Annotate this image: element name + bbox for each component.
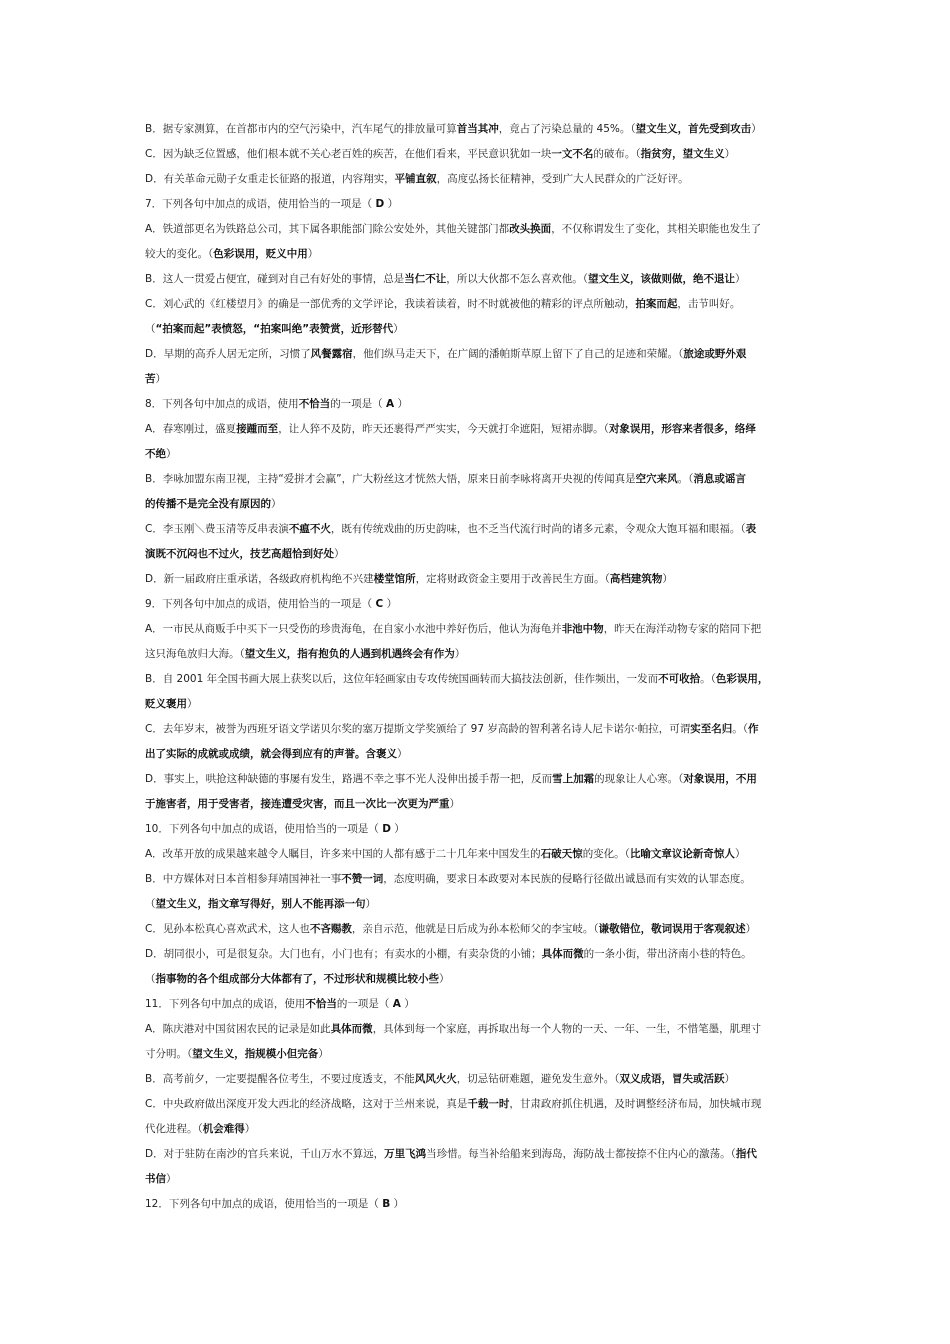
text-run: A．一市民从商贩手中买下一只受伤的珍贵海龟，在自家小水池中养好伤后，他认为海龟并 [145,623,562,635]
text-run: ） [390,823,405,835]
text-line [145,172,810,186]
text-line [145,1197,810,1211]
bold-text-run: 高档建筑物 [609,573,663,585]
text-line [145,697,810,711]
text-run: ） [318,1048,329,1060]
text-run: B．中方媒体对日本首相参拜靖国神社一事 [145,873,342,885]
bold-text-run: 指贫穷，望文生义 [640,148,725,160]
text-run: C．李玉刚＼费玉清等反串表演 [145,523,289,535]
bold-text-run: 风餐露宿 [310,348,353,360]
bold-text-run: 出了实际的成就或成绩，就会得到应有的声誉。含褒义 [145,748,397,760]
bold-text-run: D [375,198,385,210]
text-run: D．对于驻防在南沙的官兵来说，千山万水不算远， [145,1148,385,1160]
text-line [145,622,810,636]
text-line [145,422,810,436]
text-run: 这只海龟放归大海。（ [145,648,245,660]
text-run: D．胡同很小，可是很复杂。大门也有，小门也有；有卖水的小棚，有卖杂货的小铺； [145,948,542,960]
bold-text-run: 贬义褒用 [145,698,187,710]
text-run: ，高度弘扬长征精神，受到广大人民群众的广泛好评。 [436,173,689,185]
text-run: ） [166,448,177,460]
text-line [145,947,810,961]
text-run: 当珍惜。每当补给船来到海岛，海防战士都按捺不住内心的激荡。（ [426,1148,736,1160]
bold-text-run: 风风火火 [414,1073,457,1085]
bold-text-run: 一文不名 [551,148,594,160]
bold-text-run: 色彩误用，贬义中用 [213,248,308,260]
bold-text-run: 平铺直叙 [394,173,437,185]
bold-text-run: 色彩误用， [715,673,769,685]
text-run: 。（ [700,673,716,685]
text-line [145,597,810,611]
text-run: ，昨天在海洋动物专家的陪同下把 [603,623,762,635]
text-run: ） [384,198,399,210]
bold-text-run: 书信 [145,1173,166,1185]
bold-text-run: 万里飞鸿 [384,1148,427,1160]
text-line [145,872,810,886]
text-run: ） [393,323,404,335]
text-line [145,1122,810,1136]
text-run: 11．下列各句中加点的成语，使用 [145,998,306,1010]
bold-text-run: 指事物的各个组成部分大体都有了，不过形状和规模比较小些 [155,973,439,985]
text-line [145,972,810,986]
bold-text-run: D [382,823,391,835]
text-run: ） [745,923,757,935]
bold-text-run: 石破天惊 [540,848,583,860]
text-line [145,497,810,511]
text-run: B．据专家测算，在首都市内的空气污染中，汽车尾气的排放量可算 [145,123,457,135]
bold-text-run: 消息或谣言 [693,473,746,485]
bold-text-run: 具体而微 [330,1023,373,1035]
bold-text-run: A [386,398,395,410]
bold-text-run: 望文生义，指文章写得好，别人不能再添一句 [155,898,366,910]
text-run: （ [145,973,156,985]
bold-text-run: 不恰当 [298,398,331,410]
bold-text-run: 当仁不让 [404,273,447,285]
text-run: ，定将财政资金主要用于改善民生方面。（ [415,573,610,585]
text-run: 12．下列各句中加点的成语，使用恰当的一项是（ [145,1198,383,1210]
text-line [145,372,810,386]
bold-text-run: 不吝赐教 [309,923,352,935]
text-run: 的破布。（ [593,148,641,160]
text-run: ） [307,248,319,260]
bold-text-run: 的传播不是完全没有原因的 [145,498,271,510]
bold-text-run: C [375,598,384,610]
text-run: ） [271,498,282,510]
text-run: （ [145,898,156,910]
text-run: ，态度明确，要求日本政要对本民族的侵略行径做出诚恳而有实效的认罪态度。 [383,873,751,885]
bold-text-run: 改头换面 [509,223,552,235]
bold-text-run: 机会难得 [202,1123,245,1135]
bold-text-run: 具体而微 [541,948,584,960]
text-line [145,447,810,461]
bold-text-run: 实至名归 [690,723,733,735]
bold-text-run: 对象误用，不用 [683,773,757,785]
text-run: ，亲自示范，他就是日后成为孙本松师父的李宝岐。（ [351,923,599,935]
bold-text-run: 演既不沉闷也不过火，技艺高超恰到好处 [145,548,334,560]
text-run: ，甘肃政府抓住机遇，及时调整经济布局，加快城市现 [509,1098,762,1110]
bold-text-run: 表 [745,523,757,535]
text-run: 寸分明。（ [145,1048,193,1060]
text-run: C．去年岁末，被誉为西班牙语文学诺贝尔奖的塞万提斯文学奖颁给了 97 岁高龄的智利著名诗人尼卡诺尔·帕拉，可谓 [145,723,691,735]
bold-text-run: 千载一时 [467,1098,510,1110]
text-line [145,197,810,211]
text-run: ） [155,373,166,385]
text-line [145,122,810,136]
text-run: ） [334,548,345,560]
text-line [145,747,810,761]
bold-text-run: 望文生义，该做则做，绝不退让 [587,273,735,285]
text-run: ，不仅称谓发生了变化，其相关职能也发生了 [551,223,762,235]
bold-text-run: 双义成语，冒失或活跃 [619,1073,725,1085]
bold-text-run: 于施害者，用于受害者，接连遭受灾害，而且一次比一次更为严重 [145,798,450,810]
bold-text-run: 旅途或野外艰 [683,348,747,360]
bold-text-run: 比喻文章议论新奇惊人 [629,848,735,860]
text-run: ） [734,848,746,860]
text-line [145,997,810,1011]
text-line [145,672,810,686]
text-run: A．春寒刚过，盛夏 [145,423,237,435]
text-run: 的变化。（ [582,848,630,860]
text-run: A．改革开放的成果越来越令人瞩目，许多来中国的人都有感于二十几年来中国发生的 [145,848,541,860]
text-run: 的一项是（ [336,998,393,1010]
text-line [145,247,810,261]
text-run: ，竟占了污染总量的 45%。（ [498,123,636,135]
text-run: C．中央政府做出深度开发大西北的经济战略，这对于兰州来说，真是 [145,1098,468,1110]
text-run: ） [751,123,762,135]
text-run: （ [145,323,156,335]
text-run: B．自 2001 年全国书画大展上获奖以后，这位年轻画家由专攻传统国画转而大搞技法创新，佳作频出，一发而 [145,673,659,685]
text-line [145,1147,810,1161]
text-run: 9．下列各句中加点的成语，使用恰当的一项是（ [145,598,376,610]
bold-text-run: 不绝 [145,448,166,460]
text-run: D．新一届政府庄重承诺，各级政府机构绝不兴建 [145,573,374,585]
text-line [145,522,810,536]
text-run: 7．下列各句中加点的成语，使用恰当的一项是（ [145,198,376,210]
bold-text-run: 望文生义，指规模小但完备 [192,1048,319,1060]
text-run: B．这人一贯爱占便宜，碰到对自己有好处的事情，总是 [145,273,405,285]
text-line [145,1072,810,1086]
text-run: ） [397,748,408,760]
text-line [145,297,810,311]
text-line [145,897,810,911]
text-line [145,847,810,861]
text-run: ，击节叫好。 [677,298,741,310]
text-run: C．刘心武的《红楼望月》的确是一部优秀的文学评论，我读着读着，时不时就被他的精彩的评点所触动， [145,298,636,310]
text-run: ，既有传统戏曲的历史韵味，也不乏当代流行时尚的诸多元素，令观众大饱耳福和眼福。（ [330,523,746,535]
text-run: 较大的变化。（ [145,248,214,260]
bold-text-run: 苦 [145,373,156,385]
text-run: D．事实上，哄抢这种缺德的事屡有发生，路遇不幸之事不光人没伸出援手帮一把，反而 [145,773,553,785]
bold-text-run: 指代 [735,1148,757,1160]
text-run: ） [390,1198,405,1210]
bold-text-run: 作 [747,723,759,735]
text-line [145,347,810,361]
text-run: 代化进程。（ [145,1123,203,1135]
text-run: ） [454,648,466,660]
text-line [145,1097,810,1111]
bold-text-run: B [382,1198,391,1210]
bold-text-run: “拍案而起”表愤怒，“拍案叫绝”表赞赏，近形替代 [155,323,394,335]
text-run: ） [724,148,736,160]
text-line [145,1172,810,1186]
text-line [145,772,810,786]
text-line [145,647,810,661]
text-run: 8．下列各句中加点的成语，使用 [145,398,299,410]
text-run: B．李咏加盟东南卫视，主持“爱拼才会赢”，广大粉丝这才恍然大悟，原来日前李咏将离开央视的传闻真是 [145,473,636,485]
bold-text-run: 谦敬错位，敬词误用于客观叙述 [598,923,746,935]
bold-text-run: 首当其冲 [456,123,499,135]
text-run: C．因为缺乏位置感，他们根本就不关心老百姓的疾苦，在他们看来，平民意识犹如一块 [145,148,552,160]
text-line [145,147,810,161]
bold-text-run: 望文生义，指有抱负的人遇到机遇终会有作为 [244,648,455,660]
text-run: 的一项是（ [330,398,387,410]
text-run: 10．下列各句中加点的成语，使用恰当的一项是（ [145,823,383,835]
bold-text-run: 空穴来风 [635,473,678,485]
text-line [145,1047,810,1061]
text-run: ） [400,998,415,1010]
text-line [145,797,810,811]
text-run: ） [166,1173,177,1185]
text-run: 。（ [677,473,694,485]
text-run: ） [244,1123,256,1135]
bold-text-run: 雪上加霜 [552,773,595,785]
text-run: D．有关革命元勋子女重走长征路的报道，内容翔实， [145,173,395,185]
text-run: ，他们纵马走天下，在广阔的潘帕斯草原上留下了自己的足迹和荣耀。（ [352,348,684,360]
bold-text-run: 对象误用，形容来者很多，络绎 [608,423,756,435]
text-line [145,272,810,286]
text-run: ） [734,273,746,285]
text-run: ） [394,398,409,410]
text-run: 。（ [732,723,748,735]
text-run: ） [449,798,460,810]
text-line [145,822,810,836]
bold-text-run: 接踵而至 [236,423,279,435]
text-run: ，让人猝不及防，昨天还裹得严严实实，今天就打伞遮阳，短裙赤脚。（ [278,423,609,435]
text-run: B．高考前夕，一定要提醒各位考生，不要过度透支，不能 [145,1073,415,1085]
text-run: 的一条小街，带出济南小巷的特色。 [583,948,752,960]
text-run: 的现象让人心寒。（ [594,773,684,785]
bold-text-run: 拍案而起 [635,298,678,310]
bold-text-run: 不瘟不火 [288,523,331,535]
text-run: D．早期的高乔人居无定所，习惯了 [145,348,311,360]
text-run: ） [383,598,398,610]
bold-text-run: 不赞一词 [341,873,384,885]
text-run: ） [724,1073,735,1085]
bold-text-run: 非池中物 [561,623,604,635]
text-line [145,572,810,586]
text-line [145,547,810,561]
text-run: A．陈庆港对中国贫困农民的记录是如此 [145,1023,331,1035]
text-line [145,472,810,486]
text-line [145,397,810,411]
bold-text-run: 望文生义，首先受到攻击 [635,123,752,135]
text-line [145,722,810,736]
text-run: ，切忌钻研难题，避免发生意外。（ [456,1073,620,1085]
text-line [145,222,810,236]
text-run: A．铁道部更名为铁路总公司，其下属各职能部门除公安处外，其他关键部门都 [145,223,510,235]
text-run: ，具体到每一个家庭，再拆取出每一个人物的一天、一年、一生，不惜笔墨，肌理寸 [372,1023,762,1035]
bold-text-run: A [392,998,401,1010]
text-run: C．见孙本松真心喜欢武术，这人也 [145,923,310,935]
text-run: ） [439,973,450,985]
text-run: ，所以大伙都不怎么喜欢他。（ [446,273,588,285]
text-run: ） [662,573,673,585]
text-line [145,922,810,936]
text-line [145,322,810,336]
text-run: ） [365,898,376,910]
text-line [145,1022,810,1036]
bold-text-run: 楼堂馆所 [373,573,416,585]
text-run: ） [187,698,198,710]
bold-text-run: 不可收拾 [658,673,701,685]
bold-text-run: 不恰当 [305,998,337,1010]
